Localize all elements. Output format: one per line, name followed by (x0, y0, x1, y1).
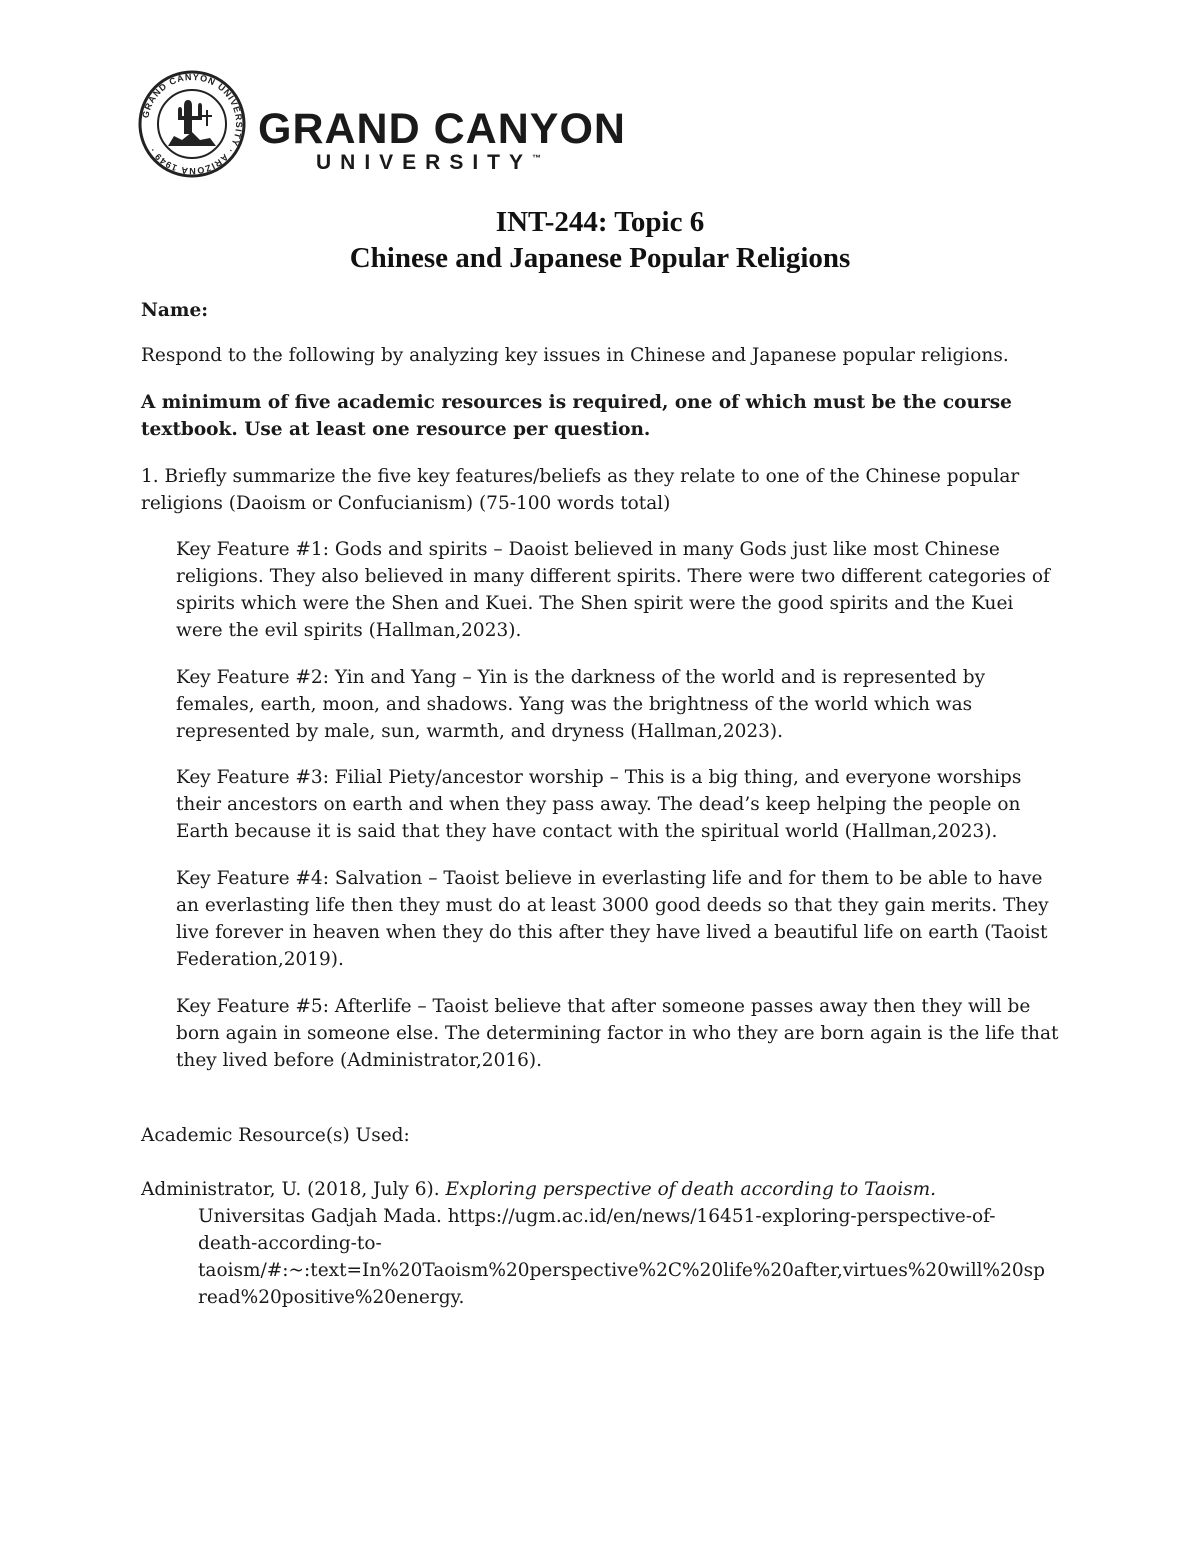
university-seal-icon (138, 70, 246, 178)
question-1: 1. Briefly summarize the five key features/beliefs as they relate to one of the Chinese popular religions (Daoism or Confucianism) (75-100 words total) (141, 466, 1020, 514)
key-feature-5: Key Feature #5: Afterlife – Taoist believe that after someone passes away then they will be born again in someone else. The determining factor in who they are born again is the life that they lived before (Administrator,2016). (176, 996, 1059, 1071)
document-subtitle: Chinese and Japanese Popular Religions (349, 242, 851, 274)
key-feature-1: Key Feature #1: Gods and spirits – Daoist believed in many Gods just like most Chinese religions. They also believed in many different spirits. There were two different categories of spirits which were the Shen and Kuei. The Shen spirit were the good spirits and the Kuei were the evil spirits (Hallman,2023). (176, 539, 1050, 641)
reference-author-date: Administrator, U. (2018, July 6). (141, 1179, 446, 1200)
reference-entry (141, 1176, 1061, 1311)
university-logo (138, 70, 658, 185)
resources-label: Academic Resource(s) Used: (141, 1125, 410, 1146)
reference-url-part: read%20positive%20energy. (198, 1287, 465, 1308)
brand-name-line1: GRAND CANYON (258, 105, 626, 153)
key-feature-2: Key Feature #2: Yin and Yang – Yin is the darkness of the world and is represented by females, earth, moon, and shadows. Yang was the brightness of the world which was represented by male, sun, warmth, and dryness (Hallman,2023). (176, 667, 986, 742)
name-label: Name: (141, 300, 209, 321)
reference-source: Universitas Gadjah Mada. https://ugm.ac.id/en/news/16451-exploring-perspective-of- (198, 1206, 996, 1227)
svg-text:GRAND CANYON UNIVERSITY · ARIZ: GRAND CANYON UNIVERSITY · ARIZONA 1949 · (140, 71, 245, 177)
brand-name-line2: UNIVERSITY™ (316, 151, 542, 174)
key-feature-4: Key Feature #4: Salvation – Taoist believe in everlasting life and for them to be able to have an everlasting life then they must do at least 3000 good deeds so that they gain merits. They live forever in heaven when they do this after they have lived a beautiful life on earth (Taoist Federation,2019). (176, 868, 1049, 970)
key-feature-3: Key Feature #3: Filial Piety/ancestor worship – This is a big thing, and everyone worships their ancestors on earth and when they pass away. The dead’s keep helping the people on Earth because it is said that they have contact with the spiritual world (Hallman,2023). (176, 767, 1022, 842)
intro-text: Respond to the following by analyzing key issues in Chinese and Japanese popular religions. (141, 345, 1009, 366)
reference-url-part: taoism/#:~:text=In%20Taoism%20perspective%2C%20life%20after,virtues%20will%20sp (198, 1260, 1046, 1281)
reference-title: Exploring perspective of death according to Taoism. (445, 1179, 937, 1200)
requirement-text: A minimum of five academic resources is required, one of which must be the course textbook. Use at least one resource per question. (141, 392, 1012, 440)
document-title: INT-244: Topic 6 (495, 206, 705, 238)
reference-url-part: death-according-to- (198, 1233, 382, 1254)
